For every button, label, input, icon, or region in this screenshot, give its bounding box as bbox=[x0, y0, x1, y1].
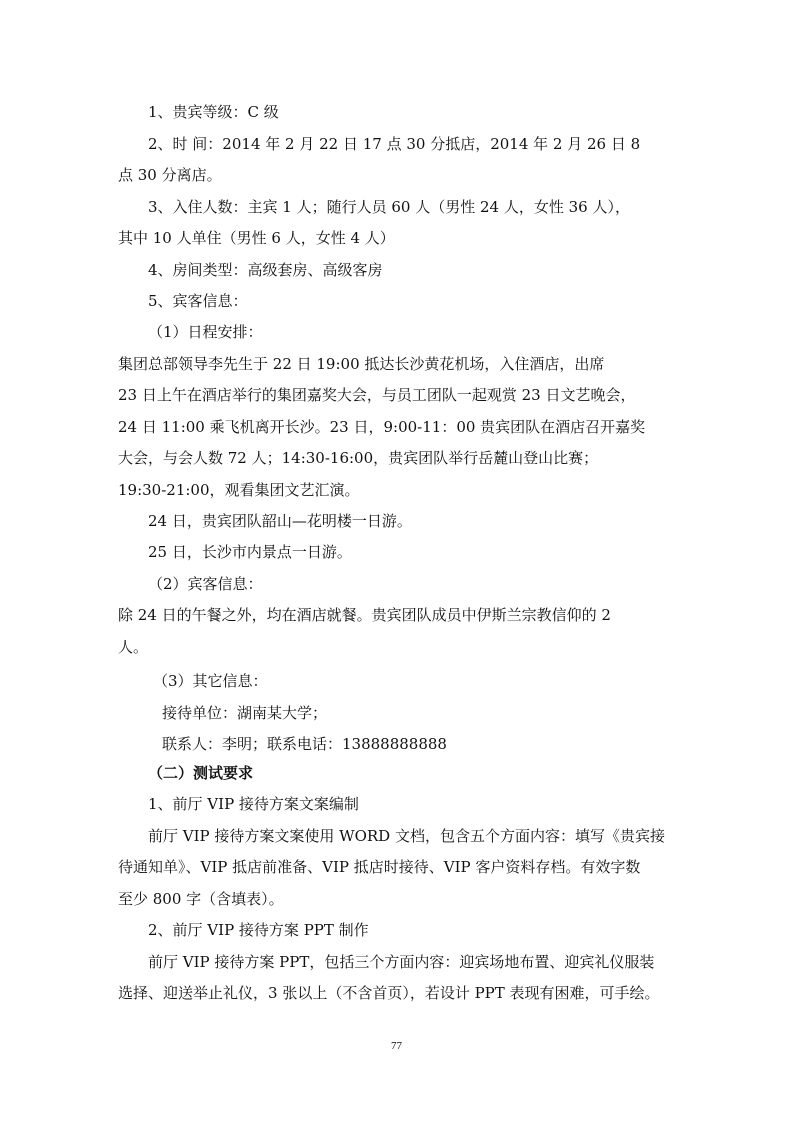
item-guest-info-heading: （2）宾客信息： bbox=[148, 575, 263, 593]
schedule-line-1: 集团总部领导李先生于 22 日 19:00 抵达长沙黄花机场，入住酒店，出席 bbox=[118, 355, 605, 373]
schedule-line-5: 19:30-21:00，观看集团文艺汇演。 bbox=[118, 481, 360, 499]
requirement-2-line-1: 前厅 VIP 接待方案 PPT，包括三个方面内容：迎宾场地布置、迎宾礼仪服装 bbox=[148, 953, 655, 971]
guest-info-line-1: 除 24 日的午餐之外，均在酒店就餐。贵宾团队成员中伊斯兰宗教信仰的 2 bbox=[118, 606, 611, 624]
requirement-1-line-3: 至少 800 字（含填表）。 bbox=[118, 890, 284, 908]
schedule-day-25: 25 日，长沙市内景点一日游。 bbox=[148, 543, 352, 561]
requirement-1-line-1: 前厅 VIP 接待方案文案使用 WORD 文档，包含五个方面内容：填写《贵宾接 bbox=[148, 827, 665, 845]
item-time-cont: 点 30 分离店。 bbox=[118, 166, 222, 184]
item-time: 2、时 间：2014 年 2 月 22 日 17 点 30 分抵店，2014 年 2 月 26 日 8 bbox=[148, 135, 641, 153]
item-guest-count-cont: 其中 10 人单住（男性 6 人，女性 4 人） bbox=[118, 229, 395, 247]
item-room-type: 4、房间类型：高级套房、高级客房 bbox=[148, 261, 383, 279]
other-info-unit: 接待单位：湖南某大学； bbox=[162, 704, 328, 722]
requirement-1-line-2: 待通知单》、VIP 抵店前准备、VIP 抵店时接待、VIP 客户资料存档。有效字数 bbox=[118, 858, 641, 876]
schedule-day-24: 24 日，贵宾团队韶山—花明楼一日游。 bbox=[148, 512, 412, 530]
section-heading-test-requirements: （二）测试要求 bbox=[148, 764, 254, 782]
requirement-2-title: 2、前厅 VIP 接待方案 PPT 制作 bbox=[148, 921, 369, 939]
requirement-2-line-2: 选择、迎送举止礼仪，3 张以上（不含首页），若设计 PPT 表现有困难，可手绘。 bbox=[118, 984, 660, 1002]
schedule-line-2: 23 日上午在酒店举行的集团嘉奖大会，与员工团队一起观赏 23 日文艺晚会， bbox=[118, 386, 636, 404]
page-number: 77 bbox=[391, 1040, 402, 1052]
other-info-contact: 联系人：李明；联系电话：13888888888 bbox=[162, 735, 447, 753]
requirement-1-title: 1、前厅 VIP 接待方案文案编制 bbox=[148, 795, 359, 813]
item-schedule-heading: （1）日程安排： bbox=[148, 323, 263, 341]
schedule-line-3: 24 日 11:00 乘飞机离开长沙。23 日，9:00-11：00 贵宾团队在酒店召开嘉奖 bbox=[118, 418, 646, 436]
guest-info-line-2: 人。 bbox=[118, 638, 149, 656]
schedule-line-4: 大会，与会人数 72 人；14:30-16:00，贵宾团队举行岳麓山登山比赛； bbox=[118, 449, 599, 467]
item-other-info-heading: （3）其它信息： bbox=[153, 672, 268, 690]
item-guest-info: 5、宾客信息： bbox=[148, 292, 248, 310]
item-guest-level: 1、贵宾等级：C 级 bbox=[148, 103, 279, 121]
item-guest-count: 3、入住人数：主宾 1 人；随行人员 60 人（男性 24 人，女性 36 人）， bbox=[148, 198, 630, 216]
